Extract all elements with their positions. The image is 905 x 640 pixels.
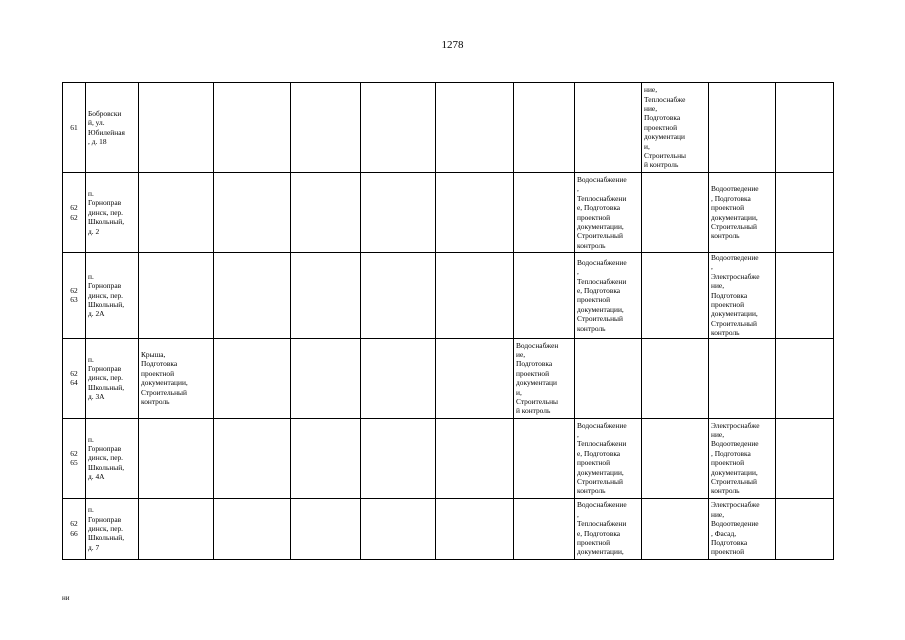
work-cell	[214, 338, 291, 418]
work-cell	[776, 418, 834, 498]
work-cell: Водоснабжение , Теплоснабжени е, Подготовка проектной документации, Строительный контроль	[575, 173, 642, 253]
work-cell	[361, 173, 436, 253]
address-cell: п. Горноправ динск, пер. Школьный, д. 3А	[86, 338, 139, 418]
work-cell	[291, 83, 361, 173]
work-cell	[575, 83, 642, 173]
row-number: 62 62	[63, 173, 86, 253]
work-cell	[139, 83, 214, 173]
work-cell	[291, 498, 361, 559]
work-cell	[575, 338, 642, 418]
work-cell	[436, 498, 514, 559]
work-cell	[361, 338, 436, 418]
address-cell: п. Горноправ динск, пер. Школьный, д. 7	[86, 498, 139, 559]
work-cell: Водоснабжен ие, Подготовка проектной документаци и, Строительны й контроль	[514, 338, 575, 418]
work-cell	[776, 498, 834, 559]
work-cell: Водоснабжение , Теплоснабжени е, Подготовка проектной документации, Строительный контроль	[575, 253, 642, 339]
footer-mark: ни	[62, 594, 70, 602]
work-cell	[214, 173, 291, 253]
work-cell	[776, 83, 834, 173]
work-cell: Водоснабжение , Теплоснабжени е, Подготовка проектной документации,	[575, 498, 642, 559]
address-cell: п. Горноправ динск, пер. Школьный, д. 2	[86, 173, 139, 253]
work-cell	[514, 253, 575, 339]
table-row	[63, 83, 834, 173]
table-row	[63, 173, 834, 253]
row-number: 61	[63, 83, 86, 173]
work-cell	[642, 173, 709, 253]
table-row	[63, 498, 834, 559]
work-cell: Водоотведение , Электроснабже ние, Подготовка проектной документации, Строительный контроль	[709, 253, 776, 339]
work-cell	[139, 418, 214, 498]
page-number: 1278	[441, 39, 464, 51]
work-cell	[642, 338, 709, 418]
work-cell	[776, 253, 834, 339]
row-number: 62 66	[63, 498, 86, 559]
address-cell: п. Горноправ динск, пер. Школьный, д. 2А	[86, 253, 139, 339]
work-cell	[436, 83, 514, 173]
work-cell	[214, 83, 291, 173]
address-cell: п. Горноправ динск, пер. Школьный, д. 4А	[86, 418, 139, 498]
work-cell	[361, 253, 436, 339]
row-number: 62 63	[63, 253, 86, 339]
work-cell: Электроснабже ние, Водоотведение , Подготовка проектной документации, Строительный контроль	[709, 418, 776, 498]
row-number: 62 64	[63, 338, 86, 418]
work-cell	[291, 418, 361, 498]
work-cell	[139, 173, 214, 253]
work-cell	[361, 418, 436, 498]
work-cell: ние, Теплоснабже ние, Подготовка проектной документаци и, Строительны й контроль	[642, 83, 709, 173]
work-cell	[776, 173, 834, 253]
work-cell	[642, 418, 709, 498]
work-cell	[139, 253, 214, 339]
work-cell	[514, 418, 575, 498]
work-cell	[436, 418, 514, 498]
work-cell	[436, 253, 514, 339]
work-cell	[776, 338, 834, 418]
work-cell	[642, 253, 709, 339]
row-number: 62 65	[63, 418, 86, 498]
work-cell	[139, 498, 214, 559]
work-cell	[642, 498, 709, 559]
work-cell	[709, 338, 776, 418]
address-cell: Бобровски й, ул. Юбилейная , д. 18	[86, 83, 139, 173]
work-cell: Электроснабже ние, Водоотведение , Фасад, Подготовка проектной	[709, 498, 776, 559]
work-cell	[436, 338, 514, 418]
work-cell: Водоотведение , Подготовка проектной документации, Строительный контроль	[709, 173, 776, 253]
work-cell	[709, 83, 776, 173]
table-row	[63, 418, 834, 498]
work-cell	[291, 338, 361, 418]
work-cell	[514, 83, 575, 173]
work-cell	[361, 83, 436, 173]
works-schedule-table	[62, 82, 834, 560]
work-cell	[514, 498, 575, 559]
table-row	[63, 338, 834, 418]
work-cell: Водоснабжение , Теплоснабжени е, Подготовка проектной документации, Строительный контроль	[575, 418, 642, 498]
work-cell	[514, 173, 575, 253]
work-cell	[214, 418, 291, 498]
work-cell	[436, 173, 514, 253]
work-cell	[361, 498, 436, 559]
work-cell	[291, 253, 361, 339]
work-cell	[214, 253, 291, 339]
work-cell	[214, 498, 291, 559]
work-cell	[291, 173, 361, 253]
work-cell: Крыша, Подготовка проектной документации, Строительный контроль	[139, 338, 214, 418]
table-row	[63, 253, 834, 339]
